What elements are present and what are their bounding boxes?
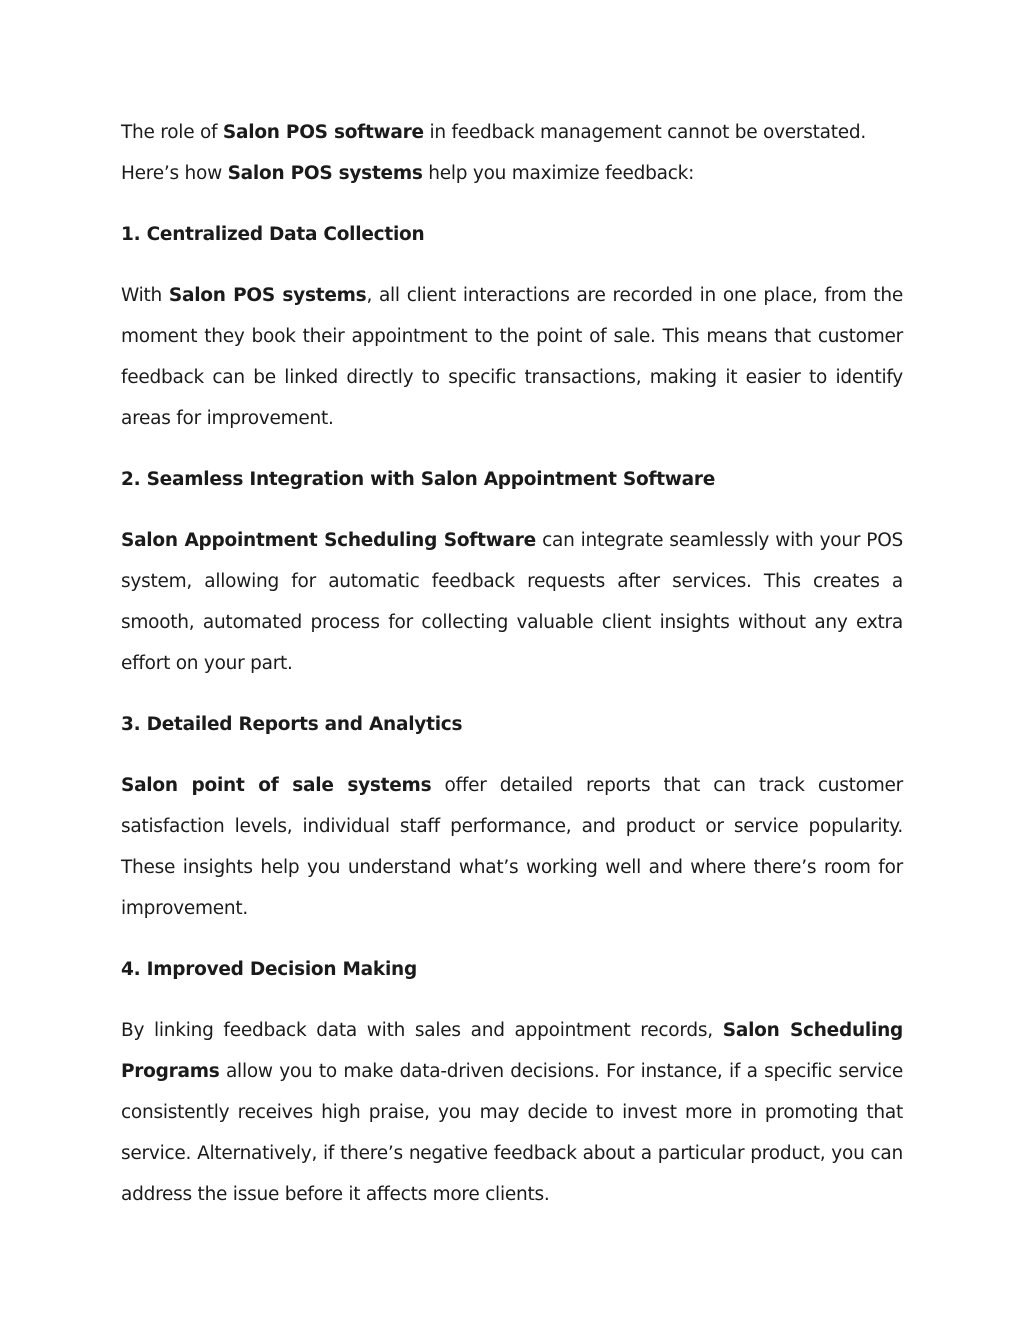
- intro-text: help you maximize feedback:: [422, 163, 695, 184]
- paragraph-text: can integrate seamlessly with your POS system, allowing for automatic feedback requests after services. This creates a smooth, automated process for collecting valuable client insights without any extra effort on your part.: [121, 530, 903, 674]
- section-paragraph: [121, 520, 903, 684]
- paragraph-text: allow you to make data-driven decisions. For instance, if a specific service consistently receives high praise, you may decide to invest more in promoting that service. Alternatively, if there’s negative feedback about a particular product, you can address the issue before it affects more clients.: [121, 1061, 903, 1205]
- intro-bold-term: Salon POS systems: [227, 163, 423, 184]
- paragraph-text: With: [121, 285, 169, 306]
- bold-term: Salon POS systems: [168, 285, 367, 306]
- intro-text: in feedback management cannot be overstated. Here’s how: [121, 122, 867, 184]
- section-heading: 4. Improved Decision Making: [121, 959, 417, 980]
- intro-bold-term: Salon POS software: [222, 122, 424, 143]
- paragraph-text: , all client interactions are recorded in one place, from the moment they book their appointment to the point of sale. This means that customer feedback can be linked directly to specific transactions, making it easier to identify areas for improvement.: [121, 285, 903, 429]
- paragraph-text: By linking feedback data with sales and appointment records,: [121, 1020, 723, 1041]
- section-heading: 3. Detailed Reports and Analytics: [121, 714, 463, 735]
- section-paragraph: [121, 275, 903, 439]
- intro-text: The role of: [121, 122, 223, 143]
- bold-term: Salon point of sale systems: [121, 775, 432, 796]
- intro-paragraph: [121, 112, 903, 194]
- bold-term: Salon Appointment Scheduling Software: [121, 530, 536, 551]
- section-paragraph: [121, 765, 903, 929]
- section-heading: 2. Seamless Integration with Salon Appointment Software: [121, 469, 716, 490]
- bold-term: Salon Scheduling Programs: [121, 1020, 903, 1082]
- section-paragraph: [121, 1010, 903, 1215]
- section-heading: 1. Centralized Data Collection: [121, 224, 425, 245]
- paragraph-text: offer detailed reports that can track customer satisfaction levels, individual staff performance, and product or service popularity. These insights help you understand what’s working well and where there’s room for improvement.: [121, 775, 903, 919]
